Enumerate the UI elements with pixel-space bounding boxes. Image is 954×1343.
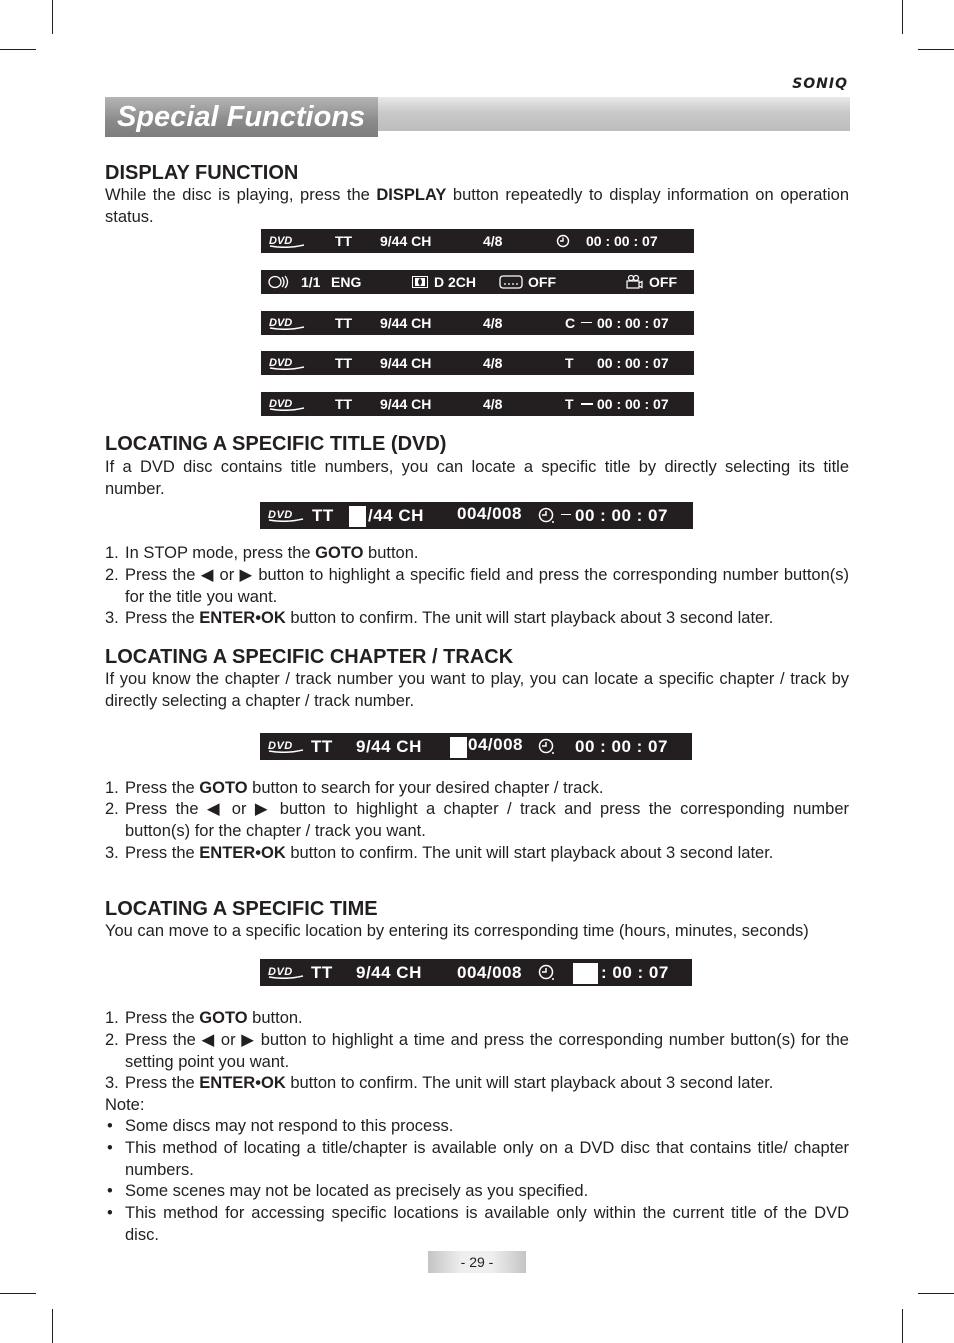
title-section-heading: LOCATING A SPECIFIC TITLE (DVD) [105,433,447,455]
crop-mark [0,49,36,50]
clock-icon [538,507,556,524]
time-mode-indicator: T [565,355,574,371]
title-indicator: TT [335,315,353,331]
title-indicator: TT [335,355,353,371]
goto-time-bar [260,959,692,986]
time-mode-indicator: C [565,315,576,331]
crop-mark [52,1309,53,1343]
chapter-value: /44 CH [368,506,424,525]
ratio-value: 4/8 [483,233,503,249]
clock-icon [556,234,570,248]
crop-mark [918,49,954,50]
chapter-value: 9/44 CH [356,737,422,756]
title-indicator: TT [335,233,353,249]
clock-icon [538,738,556,755]
time-value: 00 : 00 : 07 [575,737,668,756]
time-value: 00 : 00 : 07 [597,315,669,331]
title-field-cursor [349,506,366,527]
title-section-text: If a DVD disc contains title numbers, you can locate a specific title by directly selecting its title number. [105,458,849,498]
ratio-value: 004/008 [457,504,522,523]
page-number: - 29 - [460,1254,494,1270]
subtitle-icon [499,275,523,289]
time-mode-indicator: T [565,396,574,412]
note-label: Note: [105,1096,145,1114]
audio-track-value: 1/1 [301,274,321,290]
time-value: 00 : 00 : 07 [597,396,669,412]
time-mode-dash [581,403,593,405]
chapter-value: 9/44 CH [380,355,432,371]
display-text: While the disc is playing, press the DISPLAY button repeatedly to display information on operation status. [105,186,849,226]
chapter-value: 9/44 CH [356,963,422,982]
time-step-1: 1. Press the GOTO button. [105,1009,303,1027]
dolby-icon [412,276,428,288]
ratio-value: 4/8 [483,355,503,371]
title-step-1: 1. In STOP mode, press the GOTO button. [105,544,419,562]
chapter-step-3: 3. Press the ENTER•OK button to confirm. The unit will start playback about 3 second later. [105,844,774,862]
display-heading: DISPLAY FUNCTION [105,162,299,184]
display-bar-4 [261,351,694,375]
display-bar-5 [261,392,694,416]
brand-logo: SONIQ [792,76,848,92]
page-title: Special Functions [117,101,366,133]
ratio-value: 004/008 [457,963,522,982]
svg-text:DVD: DVD [269,235,293,247]
crop-mark [902,0,903,34]
time-mode-dash [581,322,592,323]
chapter-value: 9/44 CH [380,396,432,412]
note-item: • This method for accessing specific locations is available only within the current title of the DVD disc. [107,1204,849,1244]
title-indicator: TT [312,506,334,525]
chapter-field-cursor [450,737,467,758]
angle-value: OFF [649,274,677,290]
display-bar-2 [261,270,694,294]
dvd-logo-icon [268,508,304,522]
time-value: 00 : 00 : 07 [597,355,669,371]
note-item: • Some discs may not respond to this process. [107,1117,454,1135]
dvd-logo-icon [268,739,304,753]
svg-text:DVD: DVD [268,740,293,752]
time-section-text: You can move to a specific location by entering its corresponding time (hours, minutes, seconds) [105,922,809,940]
subtitle-value: OFF [528,274,556,290]
dvd-logo-icon [269,397,305,411]
crop-mark [0,1293,36,1294]
svg-text:DVD: DVD [269,357,293,369]
ratio-value: 04/008 [468,735,523,754]
chapter-step-2: 2. Press the ◀ or ▶ button to highlight a chapter / track and press the corresponding number button(s) for the chapter / track you want. [105,800,849,840]
chapter-section-heading: LOCATING A SPECIFIC CHAPTER / TRACK [105,646,514,668]
goto-title-bar [260,502,693,529]
title-indicator: TT [311,737,333,756]
dvd-logo-icon [269,316,305,330]
clock-icon [538,964,556,981]
chapter-section-text: If you know the chapter / track number you want to play, you can locate a specific chapter / track by directly selecting a chapter / track number. [105,670,849,710]
audio-language-value: ENG [331,274,362,290]
ratio-value: 4/8 [483,396,503,412]
goto-chapter-bar [260,733,692,760]
ratio-value: 4/8 [483,315,503,331]
time-field-cursor [573,963,598,984]
time-step-3: 3. Press the ENTER•OK button to confirm. The unit will start playback about 3 second later. [105,1074,774,1092]
angle-camera-icon [625,274,643,289]
crop-mark [902,1309,903,1343]
dvd-logo-icon [268,965,304,979]
title-indicator: TT [311,963,333,982]
chapter-value: 9/44 CH [380,315,432,331]
title-step-2: 2. Press the ◀ or ▶ button to highlight a specific field and press the corresponding number button(s) for the title you want. [105,566,849,606]
svg-text:DVD: DVD [269,398,293,410]
note-item: • This method of locating a title/chapter is available only on a DVD disc that contains title/ chapter numbers. [107,1139,849,1179]
svg-text:DVD: DVD [268,966,293,978]
time-mode-dash [561,514,571,515]
audio-format-value: D 2CH [434,274,477,290]
title-indicator: TT [335,396,353,412]
svg-text:DVD: DVD [269,317,293,329]
title-step-3: 3. Press the ENTER•OK button to confirm. The unit will start playback about 3 second later. [105,609,774,627]
chapter-value: 9/44 CH [380,233,432,249]
time-value: 00 : 00 : 07 [586,233,658,249]
dvd-logo-icon [269,234,305,248]
display-bar-3 [261,311,694,335]
dvd-logo-icon [269,356,305,370]
display-bar-1 [261,229,694,253]
note-item: • Some scenes may not be located as precisely as you specified. [107,1182,589,1200]
time-step-2: 2. Press the ◀ or ▶ button to highlight a time and press the corresponding number button(s) for the setting point you want. [105,1031,849,1071]
chapter-step-1: 1. Press the GOTO button to search for your desired chapter / track. [105,779,604,797]
crop-mark [52,0,53,34]
crop-mark [918,1293,954,1294]
time-value: 00 : 00 : 07 [575,506,668,525]
time-section-heading: LOCATING A SPECIFIC TIME [105,898,378,920]
time-value: : 00 : 07 [601,963,669,982]
audio-icon [267,275,293,289]
svg-text:DVD: DVD [268,509,293,521]
